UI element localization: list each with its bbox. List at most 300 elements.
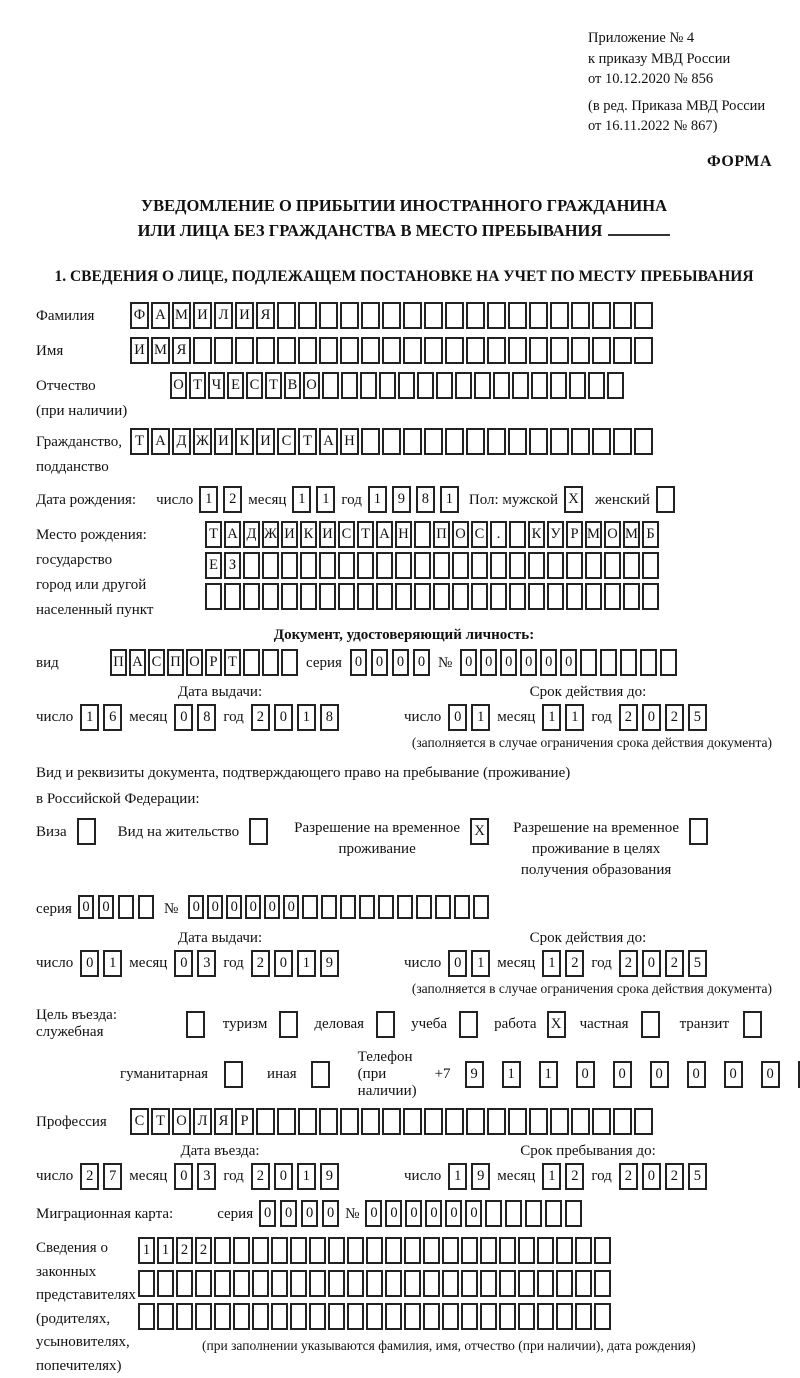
form-cell[interactable]: 0	[687, 1061, 706, 1088]
form-cell[interactable]	[620, 649, 637, 676]
form-cell[interactable]	[328, 1237, 345, 1264]
form-cell[interactable]	[214, 337, 233, 364]
form-cell[interactable]	[414, 552, 431, 579]
form-cell[interactable]: А	[151, 428, 170, 455]
form-cell[interactable]: А	[224, 521, 241, 548]
form-cell[interactable]	[531, 372, 548, 399]
form-cell[interactable]	[309, 1270, 326, 1297]
form-cell[interactable]	[382, 302, 401, 329]
form-cell[interactable]	[528, 552, 545, 579]
form-cell[interactable]: 2	[251, 950, 270, 977]
form-cell[interactable]: М	[172, 302, 191, 329]
form-cell[interactable]	[290, 1237, 307, 1264]
form-cell[interactable]: 5	[688, 950, 707, 977]
form-cell[interactable]	[300, 552, 317, 579]
form-cell[interactable]: 7	[103, 1163, 122, 1190]
form-cell[interactable]	[376, 583, 393, 610]
form-cell[interactable]	[442, 1237, 459, 1264]
form-cell[interactable]	[395, 583, 412, 610]
form-cell[interactable]: 0	[245, 895, 261, 919]
form-cell[interactable]	[424, 1108, 443, 1135]
form-cell[interactable]	[322, 372, 339, 399]
form-cell[interactable]	[594, 1270, 611, 1297]
form-cell[interactable]: 0	[350, 649, 367, 676]
form-cell[interactable]: 1	[316, 486, 335, 513]
form-cell[interactable]	[385, 1270, 402, 1297]
form-cell[interactable]	[571, 428, 590, 455]
form-cell[interactable]	[417, 372, 434, 399]
form-cell[interactable]: Ф	[130, 302, 149, 329]
form-cell[interactable]	[361, 1108, 380, 1135]
form-cell[interactable]: 0	[613, 1061, 632, 1088]
form-cell[interactable]	[290, 1270, 307, 1297]
form-cell[interactable]	[547, 583, 564, 610]
form-cell[interactable]	[613, 428, 632, 455]
form-cell[interactable]	[397, 895, 413, 919]
form-cell[interactable]: 8	[197, 704, 216, 731]
form-cell[interactable]: 2	[665, 704, 684, 731]
form-cell[interactable]	[550, 337, 569, 364]
form-cell[interactable]: 0	[274, 704, 293, 731]
form-cell[interactable]: 0	[425, 1200, 442, 1227]
form-cell[interactable]: Я	[256, 302, 275, 329]
form-cell[interactable]: 5	[688, 704, 707, 731]
form-cell[interactable]: 1	[157, 1237, 174, 1264]
form-cell[interactable]	[455, 372, 472, 399]
form-cell[interactable]	[195, 1270, 212, 1297]
form-cell[interactable]	[319, 552, 336, 579]
form-cell[interactable]: 1	[199, 486, 218, 513]
form-cell[interactable]: И	[256, 428, 275, 455]
form-cell[interactable]	[634, 1108, 653, 1135]
form-cell[interactable]	[361, 428, 380, 455]
form-cell[interactable]	[376, 1011, 395, 1038]
form-cell[interactable]	[243, 649, 260, 676]
form-cell[interactable]: 0	[274, 950, 293, 977]
form-cell[interactable]	[459, 1011, 478, 1038]
form-cell[interactable]: Т	[298, 428, 317, 455]
form-cell[interactable]	[499, 1303, 516, 1330]
form-cell[interactable]	[529, 337, 548, 364]
form-cell[interactable]: 2	[223, 486, 242, 513]
form-cell[interactable]	[359, 895, 375, 919]
form-cell[interactable]	[403, 337, 422, 364]
form-cell[interactable]: 2	[565, 1163, 584, 1190]
form-cell[interactable]	[556, 1270, 573, 1297]
form-cell[interactable]	[424, 337, 443, 364]
form-cell[interactable]: Т	[205, 521, 222, 548]
form-cell[interactable]: Е	[227, 372, 244, 399]
form-cell[interactable]: Н	[340, 428, 359, 455]
form-cell[interactable]	[252, 1270, 269, 1297]
form-cell[interactable]	[545, 1200, 562, 1227]
form-cell[interactable]	[585, 552, 602, 579]
form-cell[interactable]: И	[193, 302, 212, 329]
form-cell[interactable]: 0	[174, 950, 193, 977]
form-cell[interactable]: С	[338, 521, 355, 548]
form-cell[interactable]: 0	[724, 1061, 743, 1088]
form-cell[interactable]	[550, 372, 567, 399]
form-cell[interactable]	[224, 1061, 243, 1088]
form-cell[interactable]	[205, 583, 222, 610]
form-cell[interactable]	[357, 583, 374, 610]
form-cell[interactable]	[271, 1270, 288, 1297]
form-cell[interactable]: 2	[619, 704, 638, 731]
form-cell[interactable]: 3	[197, 950, 216, 977]
form-cell[interactable]: 8	[320, 704, 339, 731]
form-cell[interactable]	[157, 1303, 174, 1330]
form-cell[interactable]: 1	[542, 1163, 561, 1190]
form-cell[interactable]: 0	[642, 1163, 661, 1190]
form-cell[interactable]	[473, 895, 489, 919]
form-cell[interactable]: 1	[440, 486, 459, 513]
form-cell[interactable]: С	[130, 1108, 149, 1135]
form-cell[interactable]	[328, 1303, 345, 1330]
form-cell[interactable]: 0	[385, 1200, 402, 1227]
form-cell[interactable]: 0	[650, 1061, 669, 1088]
form-cell[interactable]	[452, 583, 469, 610]
form-cell[interactable]	[298, 337, 317, 364]
form-cell[interactable]	[328, 1270, 345, 1297]
form-cell[interactable]	[508, 337, 527, 364]
form-cell[interactable]	[298, 1108, 317, 1135]
form-cell[interactable]	[474, 372, 491, 399]
form-cell[interactable]	[592, 337, 611, 364]
form-cell[interactable]	[309, 1303, 326, 1330]
form-cell[interactable]: 1	[80, 704, 99, 731]
form-cell[interactable]: 0	[642, 950, 661, 977]
form-cell[interactable]	[461, 1237, 478, 1264]
form-cell[interactable]	[743, 1011, 762, 1038]
form-cell[interactable]	[480, 1270, 497, 1297]
form-cell[interactable]: 0	[80, 950, 99, 977]
form-cell[interactable]	[512, 372, 529, 399]
form-cell[interactable]: Ч	[208, 372, 225, 399]
form-cell[interactable]	[176, 1303, 193, 1330]
form-cell[interactable]: О	[172, 1108, 191, 1135]
form-cell[interactable]	[423, 1303, 440, 1330]
form-cell[interactable]	[340, 337, 359, 364]
form-cell[interactable]: 0	[540, 649, 557, 676]
form-cell[interactable]: Т	[189, 372, 206, 399]
form-cell[interactable]	[594, 1237, 611, 1264]
form-cell[interactable]: Л	[193, 1108, 212, 1135]
form-cell[interactable]: 0	[283, 895, 299, 919]
form-cell[interactable]	[528, 583, 545, 610]
form-cell[interactable]	[366, 1270, 383, 1297]
form-cell[interactable]: А	[151, 302, 170, 329]
form-cell[interactable]: Р	[566, 521, 583, 548]
form-cell[interactable]	[262, 552, 279, 579]
form-cell[interactable]	[550, 1108, 569, 1135]
form-cell[interactable]: 9	[320, 950, 339, 977]
form-cell[interactable]: X	[547, 1011, 566, 1038]
form-cell[interactable]	[423, 1237, 440, 1264]
form-cell[interactable]: 1	[539, 1061, 558, 1088]
form-cell[interactable]	[243, 583, 260, 610]
form-cell[interactable]: 2	[565, 950, 584, 977]
form-cell[interactable]: Р	[235, 1108, 254, 1135]
form-cell[interactable]	[442, 1270, 459, 1297]
form-cell[interactable]	[623, 583, 640, 610]
form-cell[interactable]: X	[564, 486, 583, 513]
form-cell[interactable]	[214, 1270, 231, 1297]
form-cell[interactable]: С	[246, 372, 263, 399]
form-cell[interactable]	[518, 1237, 535, 1264]
form-cell[interactable]	[366, 1237, 383, 1264]
form-cell[interactable]	[556, 1237, 573, 1264]
form-cell[interactable]	[471, 583, 488, 610]
form-cell[interactable]	[509, 583, 526, 610]
form-cell[interactable]	[445, 337, 464, 364]
form-cell[interactable]: 2	[619, 950, 638, 977]
form-cell[interactable]: 0	[761, 1061, 780, 1088]
form-cell[interactable]: 0	[259, 1200, 276, 1227]
form-cell[interactable]	[490, 583, 507, 610]
form-cell[interactable]: К	[235, 428, 254, 455]
form-cell[interactable]: 0	[322, 1200, 339, 1227]
form-cell[interactable]: 2	[251, 704, 270, 731]
form-cell[interactable]	[277, 302, 296, 329]
form-cell[interactable]: 5	[688, 1163, 707, 1190]
form-cell[interactable]	[361, 302, 380, 329]
form-cell[interactable]: 0	[465, 1200, 482, 1227]
form-cell[interactable]	[600, 649, 617, 676]
form-cell[interactable]	[433, 583, 450, 610]
form-cell[interactable]	[279, 1011, 298, 1038]
form-cell[interactable]	[634, 428, 653, 455]
form-cell[interactable]: П	[110, 649, 127, 676]
form-cell[interactable]	[338, 552, 355, 579]
form-cell[interactable]: Т	[357, 521, 374, 548]
form-cell[interactable]	[249, 818, 268, 845]
form-cell[interactable]	[642, 552, 659, 579]
form-cell[interactable]: 0	[448, 950, 467, 977]
form-cell[interactable]	[529, 1108, 548, 1135]
form-cell[interactable]	[588, 372, 605, 399]
form-cell[interactable]: Т	[130, 428, 149, 455]
form-cell[interactable]: М	[585, 521, 602, 548]
form-cell[interactable]	[311, 1061, 330, 1088]
form-cell[interactable]	[319, 337, 338, 364]
form-cell[interactable]	[309, 1237, 326, 1264]
form-cell[interactable]	[277, 1108, 296, 1135]
form-cell[interactable]: 0	[405, 1200, 422, 1227]
form-cell[interactable]: П	[433, 521, 450, 548]
form-cell[interactable]: О	[604, 521, 621, 548]
form-cell[interactable]	[347, 1303, 364, 1330]
form-cell[interactable]	[466, 1108, 485, 1135]
form-cell[interactable]	[566, 583, 583, 610]
form-cell[interactable]	[214, 1237, 231, 1264]
form-cell[interactable]	[565, 1200, 582, 1227]
form-cell[interactable]	[382, 428, 401, 455]
form-cell[interactable]	[433, 552, 450, 579]
form-cell[interactable]	[302, 895, 318, 919]
form-cell[interactable]: 9	[392, 486, 411, 513]
form-cell[interactable]: Т	[265, 372, 282, 399]
form-cell[interactable]: 1	[471, 704, 490, 731]
form-cell[interactable]	[423, 1270, 440, 1297]
form-cell[interactable]	[385, 1237, 402, 1264]
form-cell[interactable]: 0	[460, 649, 477, 676]
form-cell[interactable]: 1	[297, 950, 316, 977]
form-cell[interactable]: 1	[297, 704, 316, 731]
form-cell[interactable]	[256, 1108, 275, 1135]
form-cell[interactable]	[252, 1303, 269, 1330]
form-cell[interactable]	[357, 552, 374, 579]
form-cell[interactable]: О	[452, 521, 469, 548]
form-cell[interactable]	[571, 1108, 590, 1135]
form-cell[interactable]: 0	[560, 649, 577, 676]
form-cell[interactable]	[298, 302, 317, 329]
form-cell[interactable]	[499, 1237, 516, 1264]
form-cell[interactable]	[77, 818, 96, 845]
form-cell[interactable]: 1	[297, 1163, 316, 1190]
form-cell[interactable]	[445, 302, 464, 329]
form-cell[interactable]	[547, 552, 564, 579]
form-cell[interactable]: 1	[448, 1163, 467, 1190]
form-cell[interactable]: А	[129, 649, 146, 676]
form-cell[interactable]	[233, 1270, 250, 1297]
form-cell[interactable]	[235, 337, 254, 364]
form-cell[interactable]: И	[319, 521, 336, 548]
form-cell[interactable]	[138, 895, 154, 919]
form-cell[interactable]	[518, 1270, 535, 1297]
form-cell[interactable]	[340, 895, 356, 919]
form-cell[interactable]	[404, 1303, 421, 1330]
form-cell[interactable]: И	[235, 302, 254, 329]
form-cell[interactable]	[224, 583, 241, 610]
form-cell[interactable]: 0	[301, 1200, 318, 1227]
form-cell[interactable]: 1	[502, 1061, 521, 1088]
form-cell[interactable]: 2	[665, 1163, 684, 1190]
form-cell[interactable]: 6	[103, 704, 122, 731]
form-cell[interactable]	[445, 1108, 464, 1135]
form-cell[interactable]: Д	[172, 428, 191, 455]
form-cell[interactable]: 0	[274, 1163, 293, 1190]
form-cell[interactable]	[281, 583, 298, 610]
form-cell[interactable]	[338, 583, 355, 610]
form-cell[interactable]: К	[528, 521, 545, 548]
form-cell[interactable]	[281, 552, 298, 579]
form-cell[interactable]	[403, 428, 422, 455]
form-cell[interactable]	[569, 372, 586, 399]
form-cell[interactable]	[580, 649, 597, 676]
form-cell[interactable]: 9	[471, 1163, 490, 1190]
form-cell[interactable]	[575, 1237, 592, 1264]
form-cell[interactable]	[382, 337, 401, 364]
form-cell[interactable]	[404, 1237, 421, 1264]
form-cell[interactable]	[256, 337, 275, 364]
form-cell[interactable]	[529, 302, 548, 329]
form-cell[interactable]: Р	[205, 649, 222, 676]
form-cell[interactable]	[480, 1237, 497, 1264]
form-cell[interactable]: 0	[98, 895, 114, 919]
form-cell[interactable]	[660, 649, 677, 676]
form-cell[interactable]: 0	[413, 649, 430, 676]
form-cell[interactable]	[361, 337, 380, 364]
form-cell[interactable]: А	[319, 428, 338, 455]
form-cell[interactable]	[138, 1270, 155, 1297]
form-cell[interactable]: 1	[565, 704, 584, 731]
form-cell[interactable]: 0	[642, 704, 661, 731]
form-cell[interactable]	[613, 302, 632, 329]
form-cell[interactable]: 0	[371, 649, 388, 676]
form-cell[interactable]	[398, 372, 415, 399]
form-cell[interactable]	[571, 302, 590, 329]
form-cell[interactable]	[493, 372, 510, 399]
form-cell[interactable]: 3	[197, 1163, 216, 1190]
form-cell[interactable]	[634, 302, 653, 329]
form-cell[interactable]: 0	[78, 895, 94, 919]
form-cell[interactable]	[592, 1108, 611, 1135]
form-cell[interactable]: К	[300, 521, 317, 548]
form-cell[interactable]: О	[170, 372, 187, 399]
form-cell[interactable]	[445, 428, 464, 455]
form-cell[interactable]	[395, 552, 412, 579]
form-cell[interactable]: 2	[251, 1163, 270, 1190]
form-cell[interactable]	[461, 1270, 478, 1297]
form-cell[interactable]: 8	[416, 486, 435, 513]
form-cell[interactable]	[360, 372, 377, 399]
form-cell[interactable]	[509, 552, 526, 579]
form-cell[interactable]	[641, 1011, 660, 1038]
form-cell[interactable]	[157, 1270, 174, 1297]
form-cell[interactable]	[689, 818, 708, 845]
form-cell[interactable]	[575, 1270, 592, 1297]
form-cell[interactable]	[252, 1237, 269, 1264]
form-cell[interactable]: Д	[243, 521, 260, 548]
form-cell[interactable]	[487, 337, 506, 364]
form-cell[interactable]	[550, 428, 569, 455]
form-cell[interactable]: 0	[226, 895, 242, 919]
form-cell[interactable]: М	[623, 521, 640, 548]
form-cell[interactable]	[575, 1303, 592, 1330]
form-cell[interactable]	[277, 337, 296, 364]
form-cell[interactable]	[319, 302, 338, 329]
form-cell[interactable]: Я	[172, 337, 191, 364]
form-cell[interactable]	[592, 428, 611, 455]
form-cell[interactable]: 1	[292, 486, 311, 513]
form-cell[interactable]	[341, 372, 358, 399]
form-cell[interactable]	[556, 1303, 573, 1330]
form-cell[interactable]	[613, 337, 632, 364]
form-cell[interactable]	[634, 337, 653, 364]
form-cell[interactable]	[518, 1303, 535, 1330]
form-cell[interactable]: 1	[103, 950, 122, 977]
form-cell[interactable]	[566, 552, 583, 579]
form-cell[interactable]	[571, 337, 590, 364]
form-cell[interactable]: М	[151, 337, 170, 364]
form-cell[interactable]	[487, 302, 506, 329]
form-cell[interactable]: И	[130, 337, 149, 364]
form-cell[interactable]: В	[284, 372, 301, 399]
form-cell[interactable]	[271, 1237, 288, 1264]
form-cell[interactable]: Ж	[193, 428, 212, 455]
form-cell[interactable]: И	[214, 428, 233, 455]
form-cell[interactable]: 0	[280, 1200, 297, 1227]
form-cell[interactable]	[656, 486, 675, 513]
form-cell[interactable]: А	[376, 521, 393, 548]
form-cell[interactable]: 0	[264, 895, 280, 919]
form-cell[interactable]	[385, 1303, 402, 1330]
form-cell[interactable]	[118, 895, 134, 919]
form-cell[interactable]	[347, 1270, 364, 1297]
form-cell[interactable]: 0	[188, 895, 204, 919]
form-cell[interactable]: 0	[500, 649, 517, 676]
form-cell[interactable]	[461, 1303, 478, 1330]
